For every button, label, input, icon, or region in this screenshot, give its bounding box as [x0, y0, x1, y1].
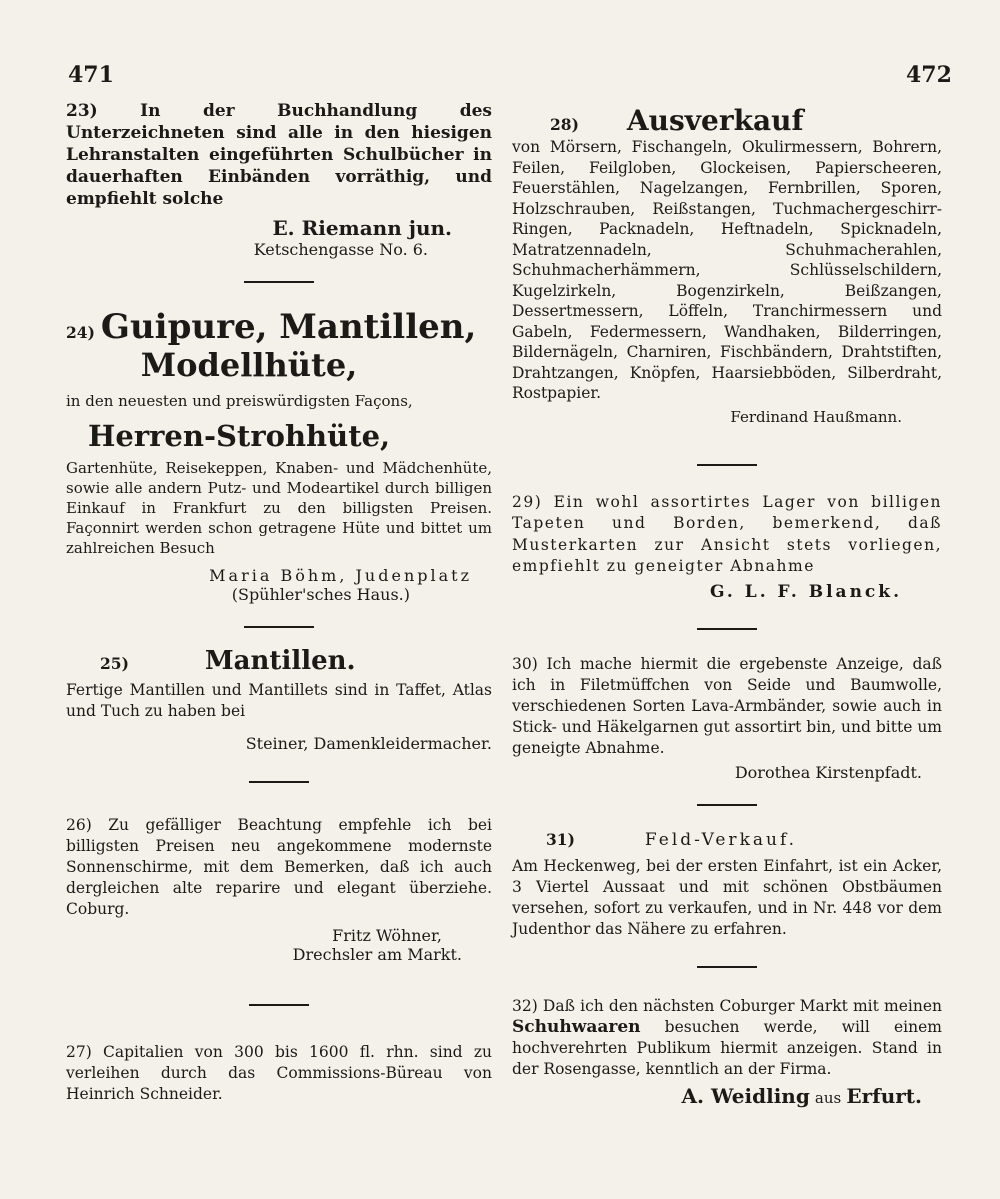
divider: [697, 966, 757, 968]
left-column: [66, 100, 492, 1105]
ad-31: [512, 830, 942, 940]
ad-30-signature: Dorothea Kirstenpfadt.: [734, 762, 922, 782]
divider: [697, 804, 757, 806]
ad-26-title: Drechsler am Markt.: [292, 945, 462, 964]
ad-24-heading-strohhuete: Herren-Strohhüte,: [88, 419, 391, 453]
divider: [244, 281, 314, 283]
ad-32-firm: A. Weidling: [681, 1083, 810, 1108]
ad-23-name: E. Riemann jun.: [272, 216, 452, 240]
right-column: [512, 104, 942, 1108]
page-number-left: 471: [68, 62, 114, 88]
ad-24-text: Gartenhüte, Reisekeppen, Knaben- und Mädchenhüte, sowie alle andern Putz- und Modeartikel durch billigen Einkauf in Frankfurt zu den billigsten Preisen. Façonnirt werden schon getragene Hüte und bittet um zahlreichen Besuch: [66, 459, 492, 557]
ad-24-heading-guipure: Guipure, Mantillen,: [100, 307, 477, 347]
ad-28-heading: Ausverkauf: [626, 104, 804, 137]
ad-32-text-start: 32) Daß ich den nächsten Coburger Markt mit meinen: [512, 996, 942, 1015]
ad-29-text: 29) Ein wohl assortirtes Lager von billigen Tapeten und Borden, bemerkend, daß Musterkarten zur Ansicht stets vorliegen, empfiehlt zu geneigter Abnahme: [512, 492, 942, 575]
ad-23: [66, 100, 492, 259]
ad-32-firm-city: Erfurt.: [846, 1083, 922, 1108]
ad-25: [66, 646, 492, 753]
ad-30: [512, 654, 942, 782]
ad-31-heading: Feld-Verkauf.: [644, 829, 798, 850]
ad-27-text: 27) Capitalien von 300 bis 1600 fl. rhn. sind zu verleihen durch das Commissions-Büreau von Heinrich Schneider.: [66, 1043, 492, 1103]
ad-27: [66, 1042, 492, 1105]
ad-28-signature: Ferdinand Haußmann.: [730, 407, 902, 426]
ad-24-fashion-line: in den neuesten und preiswürdigsten Façons,: [66, 392, 413, 410]
divider: [697, 464, 757, 466]
ad-26-name: Fritz Wöhner,: [332, 926, 442, 945]
divider: [697, 628, 757, 630]
ad-25-number: 25): [100, 654, 129, 673]
ad-32-text-end: besuchen werde, will einem hochverehrten Publikum hiermit anzeigen. Stand in der Rosengasse, kenntlich an der Firma.: [512, 1017, 942, 1078]
ad-25-signature: Steiner, Damenkleidermacher.: [245, 734, 492, 753]
ad-30-text: 30) Ich mache hiermit die ergebenste Anzeige, daß ich in Filetmüffchen von Seide und Baumwolle, verschiedenen Sorten Lava-Armbänder, sowie auch in Stick- und Häkelgarnen gut assortirt bin, und bitte um geneigte Abnahme.: [512, 654, 942, 757]
page-number-right: 472: [906, 62, 952, 88]
ad-24-name: Maria Böhm, Judenplatz: [209, 566, 472, 585]
ad-28-number: 28): [550, 115, 579, 134]
divider: [249, 1004, 309, 1006]
ad-26-text: 26) Zu gefälliger Beachtung empfehle ich bei billigsten Preisen neu angekommene modernste Sonnenschirme, mit dem Bemerken, daß ich auch dergleichen alte reparire und elegant überziehe. Coburg.: [66, 816, 492, 918]
ad-28: [512, 104, 942, 426]
ad-24-heading-modellhuete: Modellhüte,: [140, 346, 358, 384]
ad-25-text: Fertige Mantillen und Mantillets sind in Taffet, Atlas und Tuch zu haben bei: [66, 681, 492, 720]
ad-23-address: Ketschengasse No. 6.: [253, 240, 428, 259]
ad-31-number: 31): [546, 829, 575, 849]
ad-32-firm-from: aus: [814, 1088, 842, 1107]
ad-29-signature: G. L. F. Blanck.: [710, 581, 902, 602]
ad-26: [66, 815, 492, 964]
ad-24-number: 24): [66, 323, 95, 342]
divider: [244, 626, 314, 628]
ad-24: [66, 307, 492, 604]
ad-24-house: (Spühler'sches Haus.): [231, 585, 410, 604]
ad-32-highlight: Schuhwaaren: [512, 1016, 641, 1037]
ad-28-text: von Mörsern, Fischangeln, Okulirmessern, Bohrern, Feilen, Feilgloben, Glockeisen, Papierscheeren, Feuerstählen, Nagelzangen, Fernbrillen, Sporen, Holzschrauben, Reißstangen, Tuchmachergeschirr-Ringen, Packnadeln, Heftnadeln, Spicknadeln, Matratzennadeln, Schuhmacherahlen, Schuhmacherhämmern, Schlüsselschildern, Kugelzirkeln, Bogenzirkeln, Beißzangen, Dessertmessern, Löffeln, Tranchirmessern und Gabeln, Federmessern, Wandhaken, Bilderringen, Bildernägeln, Charniren, Fischbändern, Drahtstiften, Drahtzangen, Knöpfen, Haarsiebböden, Silberdraht, Rostpapier.: [512, 138, 942, 402]
ad-31-text: Am Heckenweg, bei der ersten Einfahrt, ist ein Acker, 3 Viertel Aussaat und mit schönen Obstbäumen versehen, sofort zu verkaufen, und in Nr. 448 vor dem Judenthor das Nähere zu erfahren.: [512, 856, 942, 938]
ad-32: [512, 996, 942, 1108]
divider: [249, 781, 309, 783]
ad-29: [512, 492, 942, 602]
ad-25-heading: Mantillen.: [204, 646, 356, 676]
ad-23-text: 23) In der Buchhandlung des Unterzeichneten sind alle in den hiesigen Lehranstalten eingeführten Schulbücher in dauerhaften Einbänden vorräthig, und empfiehlt solche: [66, 101, 492, 209]
